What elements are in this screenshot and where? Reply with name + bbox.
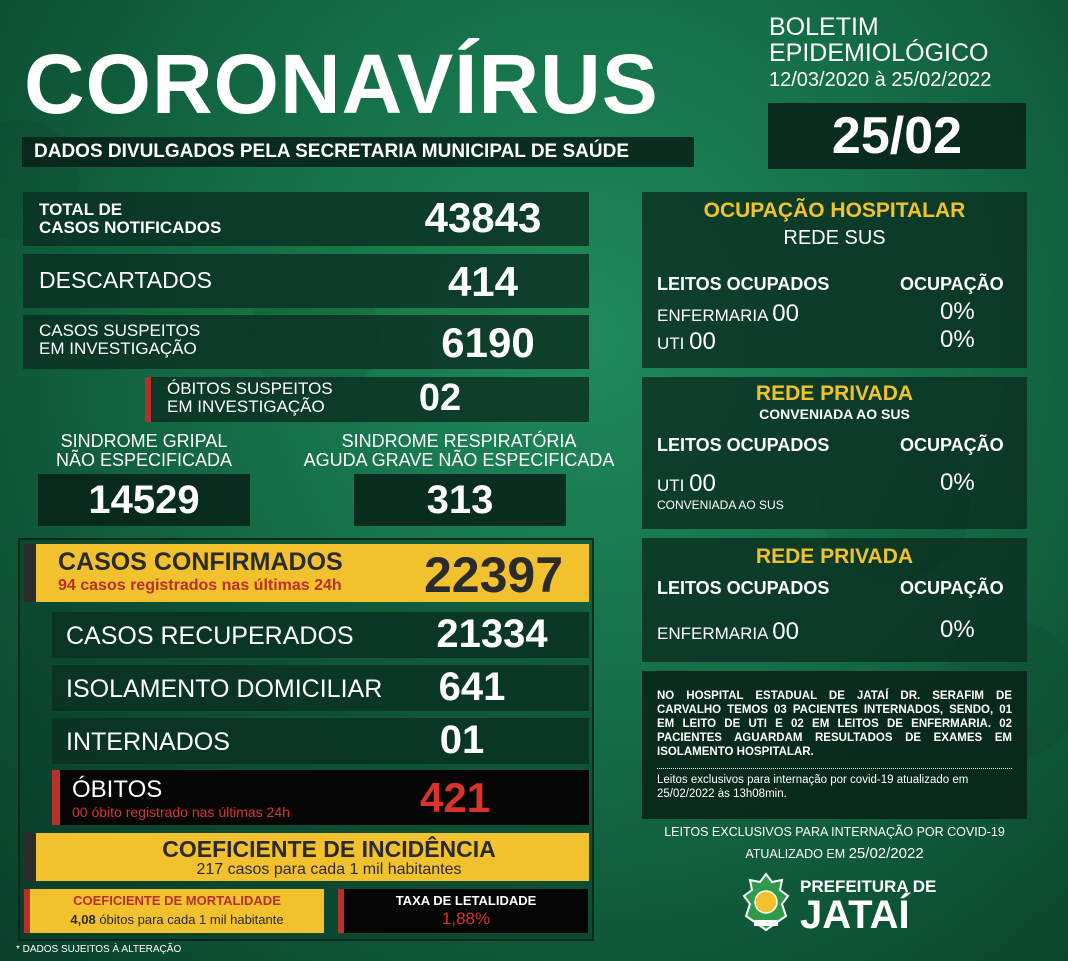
- confirmed-new-text: casos registrados nas últimas 24h: [80, 577, 342, 594]
- exclusive-beds-line-2: [642, 842, 1027, 866]
- private-sus-icu-label: UTI: [657, 476, 685, 495]
- hospital-sus-subtitle: REDE SUS: [783, 227, 886, 249]
- hospital-sus-ward-value: 00: [772, 300, 799, 327]
- hospital-sus-title: OCUPAÇÃO HOSPITALAR: [703, 199, 966, 222]
- recovered-row: [52, 612, 589, 658]
- srag-value: 313: [354, 474, 566, 526]
- city-logo-text: [800, 878, 936, 935]
- confirmed-label: CASOS CONFIRMADOS: [58, 548, 343, 576]
- confirmed-banner: [24, 544, 589, 602]
- mortality-text: [34, 912, 320, 927]
- discarded-row: [23, 254, 589, 308]
- suspect-value: 6190: [441, 319, 535, 366]
- mortality-box: [24, 889, 324, 933]
- total-notified-row: [23, 192, 589, 246]
- flu-syndrome-label-line-1: SINDROME GRIPAL: [60, 431, 228, 451]
- private-ward-row: [657, 618, 799, 646]
- confirmed-new-cases: [58, 577, 342, 595]
- total-notified-value: 43843: [424, 194, 542, 241]
- exclusive-beds-line-1: LEITOS EXCLUSIVOS PARA INTERNAÇÃO POR COVID-19: [664, 825, 1005, 839]
- hospital-sus-icu-label: UTI: [657, 334, 685, 353]
- lethality-box: [338, 889, 588, 933]
- srag-label: [284, 432, 634, 470]
- deaths-value: 421: [420, 774, 491, 821]
- exclusive-beds-note: [642, 822, 1027, 866]
- page-title: CORONAVÍRUS: [24, 37, 659, 131]
- private-panel: [642, 538, 1027, 662]
- private-sus-icu-value: 00: [689, 470, 716, 497]
- notes-box: [642, 671, 1027, 819]
- deaths-suspect-label-line-2: EM INVESTIGAÇÃO: [167, 396, 325, 416]
- private-ward-value: 00: [772, 618, 799, 645]
- hospital-note: NO HOSPITAL ESTADUAL DE JATAÍ DR. SERAFIM DE CARVALHO TEMOS 03 PACIENTES INTERNADOS, SENDO, 01 EM LEITO DE UTI E 02 EM LEITOS DE ENFERMARIA. 02 PACIENTES AGUARDAM RESULTADOS DE EXAMES EM ISOLAMENTO HOSPITALAR.: [657, 690, 1012, 759]
- flu-syndrome-value: 14529: [38, 474, 250, 526]
- hospital-sus-panel: [642, 192, 1027, 368]
- lethality-label: TAXA DE LETALIDADE: [395, 893, 537, 908]
- incidence-text: 217 casos para cada 1 mil habitantes: [196, 861, 462, 878]
- recovered-label: CASOS RECUPERADOS: [66, 622, 354, 650]
- private-sus-icu-pct: 0%: [940, 469, 975, 496]
- deaths-suspect-row: [145, 377, 589, 422]
- hospital-sus-col-beds: LEITOS OCUPADOS: [657, 274, 830, 294]
- bulletin-line-1: BOLETIM: [769, 13, 879, 41]
- hospital-sus-icu-row: [657, 328, 716, 356]
- mortality-value: 4,08: [70, 912, 96, 927]
- private-sus-icu-row: [657, 470, 716, 498]
- private-col-occupancy: OCUPAÇÃO: [900, 578, 1004, 598]
- private-ward-label: ENFERMARIA: [657, 624, 768, 643]
- private-sus-title: REDE PRIVADA: [755, 382, 914, 405]
- hospitalized-row: [52, 718, 589, 764]
- confirmed-new-count: 94: [58, 577, 76, 594]
- lethality-accent: [338, 889, 344, 933]
- private-sus-panel: [642, 377, 1027, 529]
- srag-label-line-2: AGUDA GRAVE NÃO ESPECIFICADA: [303, 449, 615, 470]
- hospital-sus-ward-label: ENFERMARIA: [657, 306, 768, 325]
- confirmed-value: 22397: [424, 547, 564, 603]
- private-ward-pct: 0%: [940, 616, 975, 643]
- city-logo-line-2: JATAÍ: [800, 893, 910, 937]
- exclusive-beds-date: 25/02/2022: [848, 845, 924, 862]
- updated-note: Leitos exclusivos para internação por covid-19 atualizado em 25/02/2022 às 13h08min.: [657, 774, 969, 800]
- mortality-accent: [24, 889, 30, 933]
- hospital-sus-icu-pct: 0%: [940, 326, 975, 353]
- footnote: * DADOS SUJEITOS À ALTERAÇÃO: [16, 944, 182, 955]
- total-notified-label-line-1: TOTAL DE: [39, 200, 123, 219]
- suspect-label-line-2: EM INVESTIGAÇÃO: [39, 338, 197, 358]
- bulletin-date: 25/02: [768, 103, 1026, 169]
- city-crest-logo: [742, 872, 790, 934]
- bulletin-title: [769, 14, 991, 91]
- hospitalized-label: INTERNADOS: [66, 728, 230, 756]
- hospital-sus-icu-value: 00: [689, 328, 716, 355]
- hospitalized-value: 01: [439, 718, 485, 762]
- bulletin-period: 12/03/2020 à 25/02/2022: [769, 68, 992, 91]
- flu-syndrome-label: [38, 432, 250, 470]
- confirmed-accent: [24, 544, 36, 602]
- lethality-value: 1,88%: [441, 909, 491, 928]
- deaths-accent: [52, 770, 60, 825]
- hospital-sus-col-occupancy: OCUPAÇÃO: [900, 274, 1004, 294]
- private-col-beds: LEITOS OCUPADOS: [657, 578, 830, 598]
- bulletin-line-2: EPIDEMIOLÓGICO: [769, 39, 989, 68]
- suspect-row: [23, 315, 589, 369]
- private-title: REDE PRIVADA: [755, 545, 914, 568]
- hospital-sus-ward-row: [657, 300, 799, 328]
- total-notified-label: [39, 201, 221, 237]
- isolation-label: ISOLAMENTO DOMICILIAR: [66, 675, 383, 703]
- deaths-label: ÓBITOS: [72, 776, 163, 803]
- total-notified-label-line-2: CASOS NOTIFICADOS: [39, 217, 222, 237]
- private-sus-icu-note: CONVENIADA AO SUS: [657, 498, 784, 512]
- page-subtitle: DADOS DIVULGADOS PELA SECRETARIA MUNICIPAL DE SAÚDE: [22, 137, 694, 167]
- deaths-suspect-accent: [145, 377, 151, 422]
- deaths-note: 00 óbito registrado nas últimas 24h: [72, 804, 290, 820]
- deaths-suspect-label-line-1: ÓBITOS SUSPEITOS: [167, 379, 333, 398]
- hospital-sus-ward-pct: 0%: [940, 298, 975, 325]
- srag-label-line-1: SINDROME RESPIRATÓRIA: [341, 431, 577, 451]
- suspect-label: [39, 322, 200, 358]
- private-sus-subtitle: CONVENIADA AO SUS: [759, 406, 910, 422]
- incidence-banner: [24, 833, 589, 881]
- deaths-suspect-label: [167, 380, 333, 416]
- discarded-label: DESCARTADOS: [39, 267, 212, 293]
- private-sus-col-beds: LEITOS OCUPADOS: [657, 435, 830, 455]
- mortality-description: óbitos para cada 1 mil habitante: [99, 912, 284, 927]
- notes-divider: [657, 768, 1012, 769]
- recovered-value: 21334: [436, 612, 548, 656]
- city-logo-line-1: PREFEITURA DE: [800, 877, 937, 896]
- suspect-label-line-1: CASOS SUSPEITOS: [39, 321, 201, 340]
- mortality-label: COEFICIENTE DE MORTALIDADE: [73, 893, 281, 908]
- deaths-row: [52, 770, 589, 825]
- isolation-row: [52, 665, 589, 711]
- discarded-value: 414: [447, 258, 519, 305]
- incidence-label: COEFICIENTE DE INCIDÊNCIA: [162, 836, 496, 862]
- flu-syndrome-label-line-2: NÃO ESPECIFICADA: [55, 449, 233, 470]
- isolation-value: 641: [438, 665, 506, 709]
- incidence-accent: [24, 833, 36, 881]
- deaths-suspect-value: 02: [418, 377, 462, 419]
- exclusive-beds-prefix: ATUALIZADO EM: [745, 847, 846, 861]
- private-sus-col-occupancy: OCUPAÇÃO: [900, 435, 1004, 455]
